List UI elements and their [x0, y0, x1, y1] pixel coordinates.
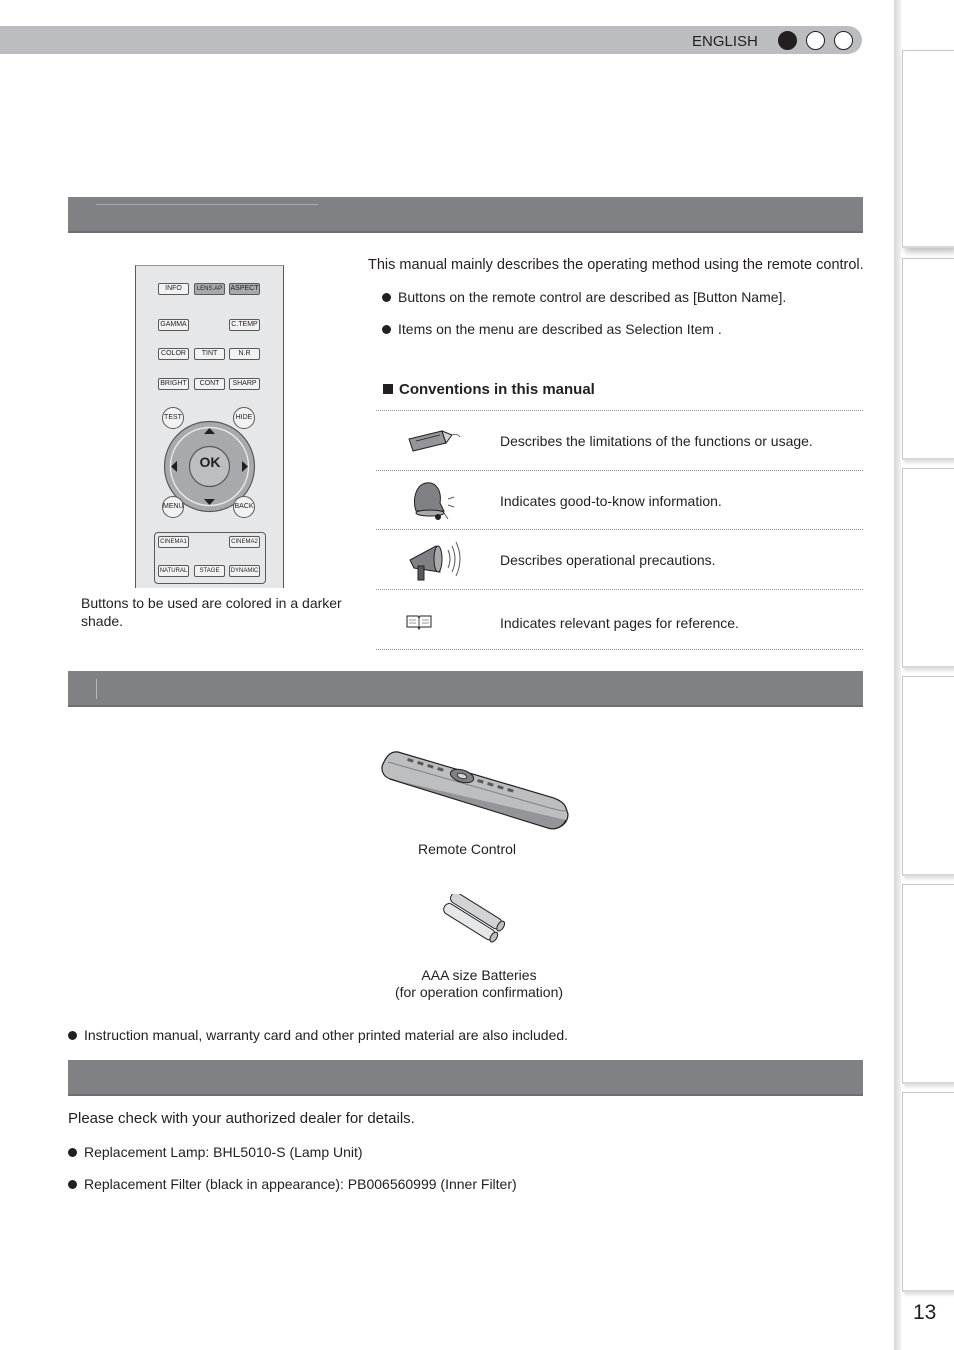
- batteries-caption: AAA size Batteries (for operation confirmation): [394, 967, 564, 1000]
- bullet-icon: [382, 293, 391, 302]
- remote-control-icon: [378, 748, 572, 832]
- convention-row: [376, 470, 863, 529]
- chapter-tab[interactable]: [902, 468, 954, 668]
- remote-control-illustration: [135, 265, 284, 588]
- remote-button-highlighted: LENS.AP: [194, 283, 225, 295]
- remote-button: CONT: [194, 378, 225, 390]
- page-number: 13: [913, 1301, 937, 1324]
- pencil-memo-icon: [406, 425, 466, 459]
- chapter-indicator-dot: [834, 31, 853, 50]
- remote-round-button: HIDE: [233, 407, 255, 429]
- chapter-tab[interactable]: [902, 884, 954, 1084]
- section-bar-rule: [96, 679, 97, 699]
- chapter-tab[interactable]: [902, 676, 954, 876]
- remote-button-highlighted: ASPECT: [229, 283, 260, 295]
- bullet-icon: [68, 1148, 77, 1157]
- remote-button: NATURAL: [158, 565, 189, 577]
- chapter-tab[interactable]: [902, 258, 954, 460]
- ok-button-label: OK: [199, 454, 221, 470]
- remote-round-button: MENU: [162, 496, 184, 518]
- remote-button: DYNAMIC: [229, 565, 260, 577]
- convention-row: [376, 410, 863, 470]
- section-header-bar: [68, 1060, 863, 1096]
- chapter-tab-active[interactable]: [902, 50, 954, 248]
- bullet-icon: [68, 1180, 77, 1189]
- open-book-icon: [406, 614, 432, 630]
- remote-button: CINEMA2: [229, 536, 260, 548]
- divider: [376, 649, 863, 650]
- remote-button: BRIGHT: [158, 378, 189, 390]
- list-item: Replacement Filter (black in appearance): PB006560999 (Inner Filter): [68, 1176, 517, 1192]
- list-item: Replacement Lamp: BHL5010-S (Lamp Unit): [68, 1144, 363, 1160]
- convention-row: [376, 529, 863, 589]
- convention-text: Describes the limitations of the functions or usage.: [500, 433, 813, 449]
- remote-button: CINEMA1: [158, 536, 189, 548]
- remote-caption: Buttons to be used are colored in a darker shade.: [81, 595, 342, 629]
- chapter-indicator-dot-filled: [778, 31, 797, 50]
- remote-button: INFO: [158, 283, 189, 295]
- chapter-tab[interactable]: [902, 1092, 954, 1292]
- remote-button: STAGE: [194, 565, 225, 577]
- language-label: ENGLISH: [692, 33, 758, 50]
- list-item: Items on the menu are described as Selection Item .: [382, 321, 722, 337]
- remote-round-button: BACK: [233, 496, 255, 518]
- bell-icon: [404, 477, 458, 523]
- bullet-icon: [382, 325, 391, 334]
- conventions-heading: Conventions in this manual: [383, 381, 595, 398]
- section-header-bar: [68, 671, 863, 707]
- list-item: Instruction manual, warranty card and other printed material are also included.: [68, 1027, 568, 1043]
- list-item: Buttons on the remote control are described as [Button Name].: [382, 289, 786, 305]
- chapter-indicator-dot: [806, 31, 825, 50]
- section-bar-rule: [96, 204, 318, 205]
- convention-text: Describes operational precautions.: [500, 552, 716, 568]
- remote-control-caption: Remote Control: [417, 841, 517, 857]
- convention-text: Indicates relevant pages for reference.: [500, 615, 739, 631]
- batteries-icon: [438, 894, 512, 946]
- remote-round-button: TEST: [162, 407, 184, 429]
- remote-button: COLOR: [158, 348, 189, 360]
- megaphone-icon: [404, 538, 464, 584]
- page-edge: [894, 0, 901, 1350]
- remote-button: C.TEMP: [229, 319, 260, 331]
- convention-text: Indicates good-to-know information.: [500, 493, 722, 509]
- square-bullet-icon: [383, 384, 393, 394]
- intro-text: This manual mainly describes the operating method using the remote control.: [368, 257, 864, 273]
- optional-intro: Please check with your authorized dealer for details.: [68, 1110, 415, 1127]
- bullet-icon: [68, 1031, 77, 1040]
- remote-button: SHARP: [229, 378, 260, 390]
- convention-row: [376, 589, 863, 649]
- section-header-bar: [68, 197, 863, 233]
- remote-button: GAMMA: [158, 319, 189, 331]
- remote-button: N.R: [229, 348, 260, 360]
- remote-button: TINT: [194, 348, 225, 360]
